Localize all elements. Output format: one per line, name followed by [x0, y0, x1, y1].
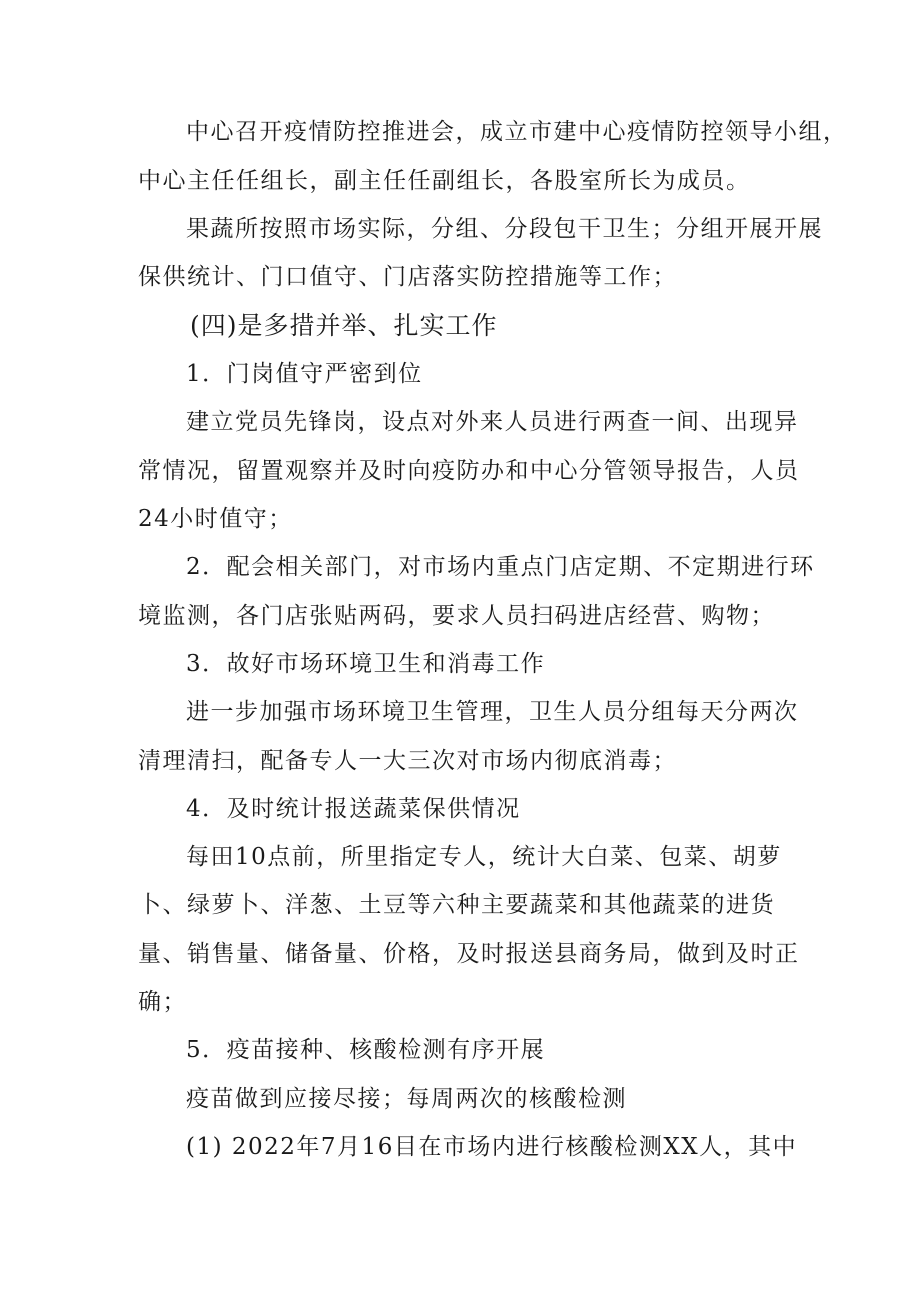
paragraph-line: 果蔬所按照市场实际，分组、分段包干卫生；分组开展开展	[186, 216, 823, 242]
paragraph-line: 量、销售量、储备量、价格，及时报送县商务局，做到及时正	[138, 941, 800, 967]
paragraph-line: 疫苗做到应接尽接；每周两次的核酸检测	[186, 1086, 627, 1112]
section-heading: (四)是多措并举、扎实工作	[190, 311, 498, 340]
item-heading: 5．疫苗接种、核酸检测有序开展	[186, 1037, 546, 1063]
item-heading: 1．门岗值守严密到位	[186, 361, 423, 387]
paragraph-line: (1) 2022年7月16目在市场内进行核酸检测XX人，其中	[186, 1134, 798, 1160]
paragraph-line: 进一步加强市场环境卫生管理，卫生人员分组每天分两次	[186, 699, 799, 725]
paragraph-line: 境监测，各门店张贴两码，要求人员扫码进店经营、购物；	[138, 603, 775, 629]
paragraph-line: 确；	[138, 989, 187, 1015]
item-heading: 4．及时统计报送蔬菜保供情况	[186, 796, 521, 822]
paragraph-line: 中心主任任组长，副主任任副组长，各股室所长为成员。	[138, 168, 751, 194]
paragraph-line: 清理清扫，配备专人一大三次对市场内彻底消毒；	[138, 748, 677, 774]
paragraph-line: 中心召开疫情防控推进会，成立市建中心疫情防控领导小组，	[186, 119, 848, 145]
paragraph-line: 常情况，留置观察并及时向疫防办和中心分管领导报告，人员	[138, 458, 800, 484]
paragraph-line: 保供统计、门口值守、门店落实防控措施等工作；	[138, 264, 677, 290]
item-heading: 3．故好市场环境卫生和消毒工作	[186, 651, 546, 677]
paragraph-line: 24小时值守；	[138, 506, 293, 532]
paragraph-line: 每田10点前，所里指定专人，统计大白菜、包菜、胡萝	[186, 844, 782, 870]
item-heading: 2．配会相关部门，对市场内重点门店定期、不定期进行环	[186, 554, 815, 580]
paragraph-line: 建立党员先锋岗，设点对外来人员进行两查一间、出现异	[186, 409, 799, 435]
paragraph-line: 卜、绿萝卜、洋葱、土豆等六种主要蔬菜和其他蔬菜的进货	[138, 892, 775, 918]
